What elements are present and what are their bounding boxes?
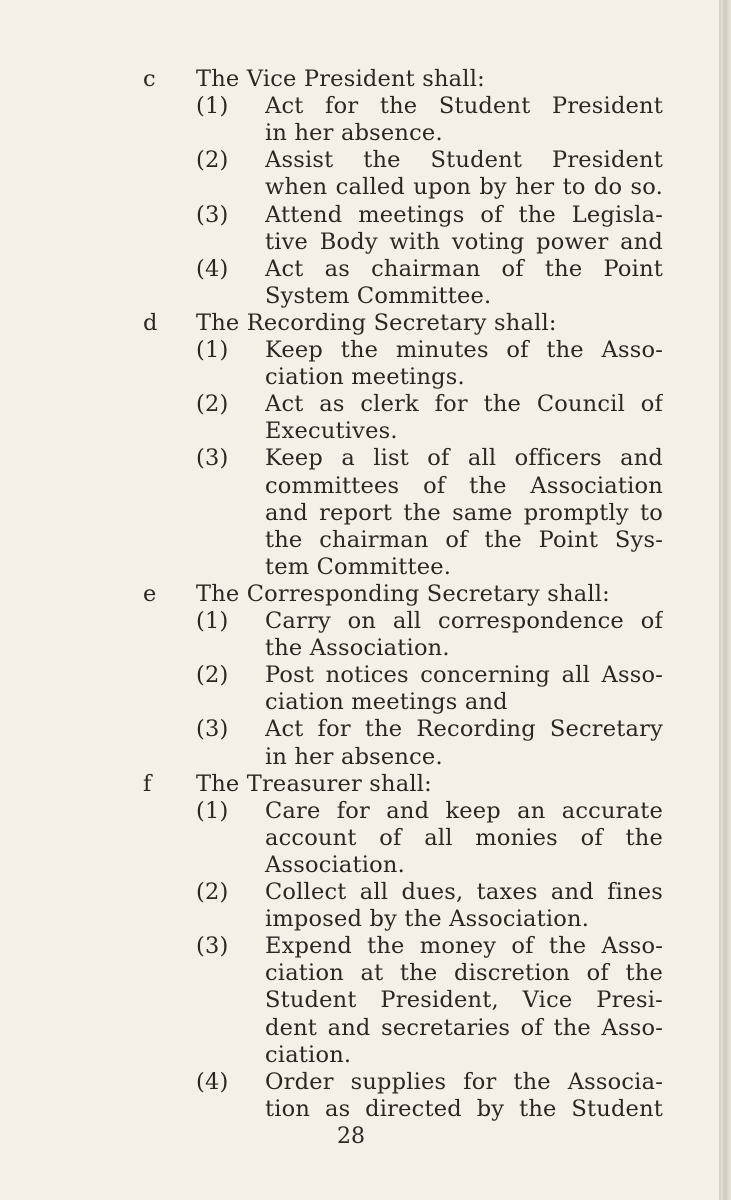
item-number: (3) <box>196 445 229 472</box>
item-text-line: Care for and keep an accurate <box>265 797 663 824</box>
item-text-line: committees of the Association <box>265 472 663 499</box>
page-number: 28 <box>337 1124 365 1149</box>
item-number: (1) <box>196 797 229 824</box>
item-number: (2) <box>196 879 229 905</box>
item-number: (1) <box>196 608 229 634</box>
item-number: (2) <box>196 391 229 418</box>
item-number: (3) <box>196 716 229 743</box>
item-text-line: tive Body with voting power and <box>265 228 663 255</box>
item-number: (1) <box>196 93 229 120</box>
section-letter: d <box>143 309 158 336</box>
item-text-line: Expend the money of the Asso- <box>265 933 663 960</box>
item-text-line: in her absence. <box>265 120 443 147</box>
item-text-line: Student President, Vice Presi- <box>265 987 663 1014</box>
item-text-line: dent and secretaries of the Asso- <box>265 1014 663 1041</box>
section-letter: e <box>143 580 157 607</box>
item-text-line: the chairman of the Point Sys- <box>265 526 663 553</box>
item-number: (3) <box>196 201 229 228</box>
item-text-line: ciation at the discretion of the <box>265 960 663 987</box>
item-text-line: in her absence. <box>265 743 443 770</box>
item-text-line: Keep the minutes of the Asso- <box>265 337 663 363</box>
section-heading: The Corresponding Secretary shall: <box>196 580 610 607</box>
page-binding-edge <box>721 0 731 1200</box>
item-text-line: Attend meetings of the Legisla- <box>265 201 663 228</box>
item-text-line: tem Committee. <box>265 553 452 580</box>
item-text-line: Keep a list of all officers and <box>265 445 663 472</box>
item-text-line: Association. <box>265 851 405 878</box>
item-text-line: Act for the Recording Secretary <box>265 716 663 743</box>
item-number: (2) <box>196 662 229 689</box>
item-text-line: Order supplies for the Associa- <box>265 1068 663 1095</box>
section-heading: The Vice President shall: <box>196 66 485 92</box>
item-text-line: Executives. <box>265 418 398 445</box>
item-number: (1) <box>196 337 229 363</box>
section-letter: f <box>143 770 152 797</box>
item-text-line: Collect all dues, taxes and fines <box>265 879 663 905</box>
item-text-line: ciation. <box>265 1041 352 1068</box>
item-number: (4) <box>196 255 229 282</box>
item-text-line: Act for the Student President <box>265 93 663 120</box>
item-text-line: Act as clerk for the Council of <box>265 391 663 418</box>
item-text-line: Assist the Student President <box>265 147 663 174</box>
item-text-line: tion as directed by the Student <box>265 1095 663 1122</box>
item-number: (2) <box>196 147 229 174</box>
item-text-line: and report the same promptly to <box>265 499 663 526</box>
item-text-line: imposed by the Association. <box>265 906 590 933</box>
item-text-line: Post notices concerning all Asso- <box>265 662 663 689</box>
section-letter: c <box>143 66 156 92</box>
section-heading: The Treasurer shall: <box>196 770 432 797</box>
item-text-line: Act as chairman of the Point <box>265 255 663 282</box>
item-text-line: System Committee. <box>265 282 492 309</box>
item-number: (3) <box>196 933 229 960</box>
item-number: (4) <box>196 1068 229 1095</box>
item-text-line: the Association. <box>265 635 450 662</box>
item-text-line: when called upon by her to do so. <box>265 174 663 201</box>
item-text-line: ciation meetings and <box>265 689 508 716</box>
item-text-line: ciation meetings. <box>265 364 465 391</box>
item-text-line: account of all monies of the <box>265 824 663 851</box>
section-heading: The Recording Secretary shall: <box>196 309 557 336</box>
item-text-line: Carry on all correspondence of <box>265 608 663 634</box>
